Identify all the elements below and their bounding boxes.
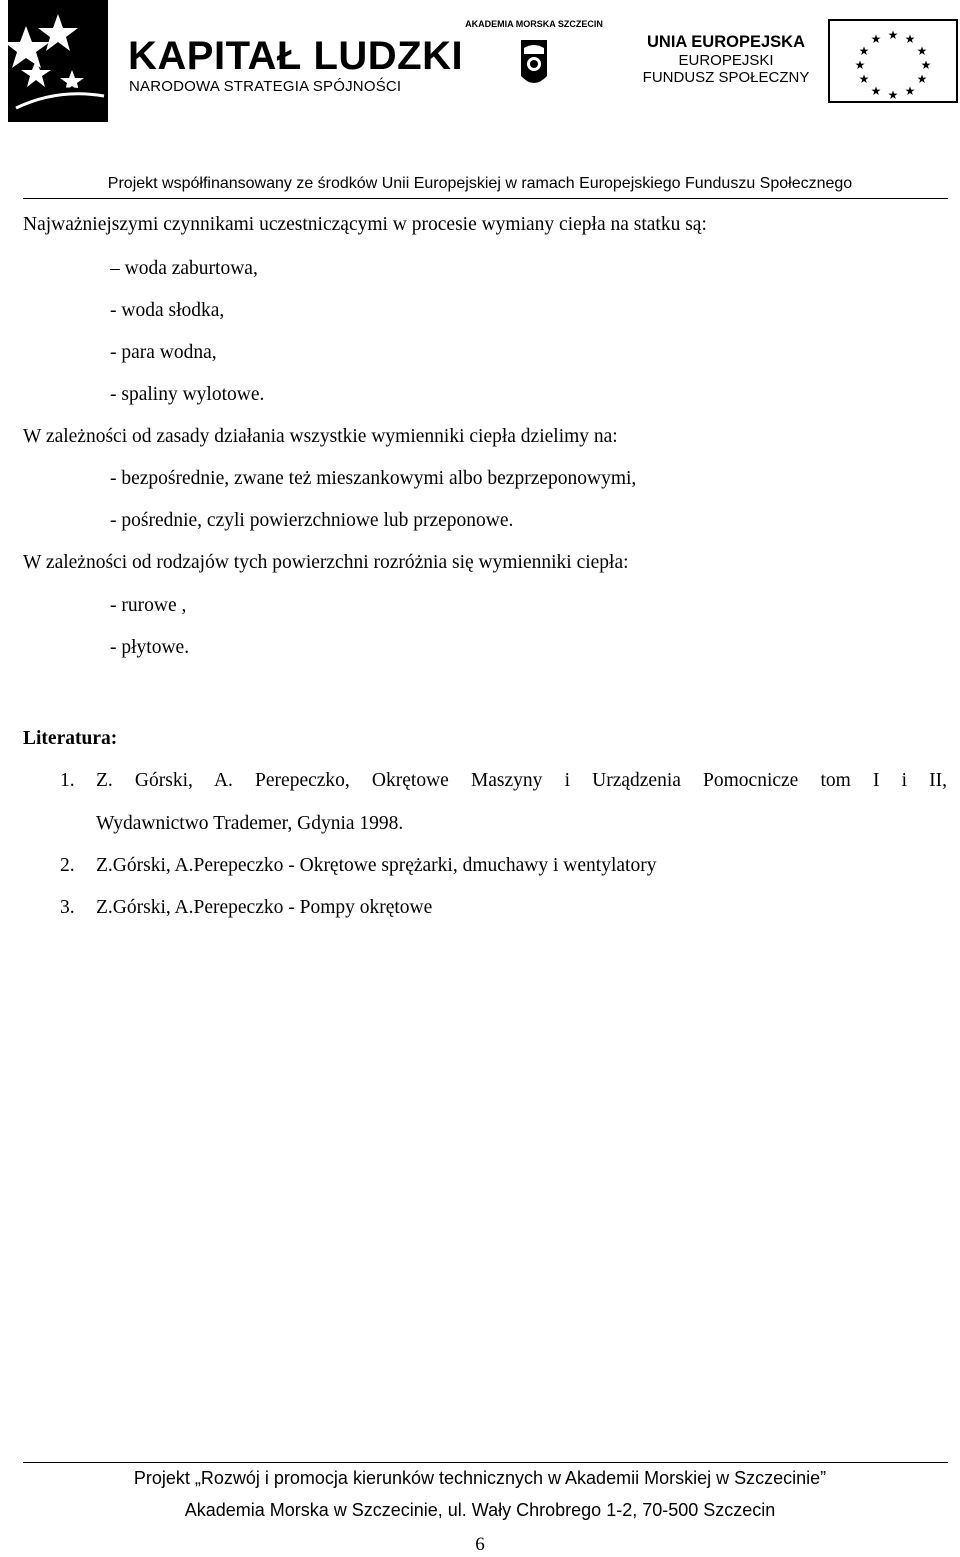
footer-divider — [23, 1462, 948, 1463]
reference-text: Z.Górski, A.Perepeczko - Okrętowe sprężarki, dmuchawy i wentylatory — [96, 855, 657, 876]
reference-number: 2. — [60, 855, 75, 876]
svg-text:★: ★ — [904, 32, 916, 46]
eu-flag — [828, 19, 958, 103]
reference-text-continued: Wydawnictwo Trademer, Gdynia 1998. — [96, 813, 404, 834]
svg-text:★: ★ — [916, 72, 928, 86]
akademia-morska-emblem-icon — [465, 18, 603, 110]
kapital-ludzki-title: KAPITAŁ LUDZKI — [128, 34, 464, 78]
kapital-ludzki-subtitle: NARODOWA STRATEGIA SPÓJNOŚCI — [129, 78, 402, 95]
list-item: - spaliny wylotowe. — [110, 384, 265, 405]
svg-text:★: ★ — [854, 58, 866, 72]
kapital-ludzki-emblem-icon — [8, 0, 118, 122]
paragraph-heat-exchange-factors: Najważniejszymi czynnikami uczestniczącymi w procesie wymiany ciepła na statku są: — [23, 214, 707, 235]
svg-text:★: ★ — [870, 32, 882, 46]
reference-text: Z. Górski, A. Perepeczko, Okrętowe Maszyny i Urządzenia Pomocnicze tom I i II, — [96, 770, 947, 791]
paragraph-surface-types: W zależności od rodzajów tych powierzchni rozróżnia się wymienniki ciepła: — [23, 552, 629, 573]
svg-text:★: ★ — [887, 28, 899, 42]
page-number: 6 — [475, 1534, 485, 1555]
footer-project-title: Projekt „Rozwój i promocja kierunków technicznych w Akademii Morskiej w Szczecinie” — [133, 1468, 827, 1488]
eu-subtitle-2: FUNDUSZ SPOŁECZNY — [642, 68, 810, 86]
list-item: – woda zaburtowa, — [110, 258, 258, 279]
eu-subtitle-1: EUROPEJSKI — [678, 51, 774, 69]
svg-text:★: ★ — [916, 44, 928, 58]
svg-text:★: ★ — [870, 84, 882, 98]
kapital-ludzki-logo — [8, 0, 464, 122]
paragraph-exchanger-types: W zależności od zasady działania wszystkie wymienniki ciepła dzielimy na: — [23, 426, 618, 447]
list-item: - płytowe. — [110, 637, 190, 658]
project-cofinancing-note: Projekt współfinansowany ze środków Unii Europejskiej w ramach Europejskiego Funduszu Społecznego — [107, 175, 853, 192]
reference-text: Z.Górski, A.Perepeczko - Pompy okrętowe — [96, 897, 433, 918]
literature-heading: Literatura: — [23, 728, 118, 749]
svg-text:★: ★ — [887, 88, 899, 102]
svg-text:★: ★ — [920, 58, 932, 72]
list-item: - pośrednie, czyli powierzchniowe lub przeponowe. — [110, 510, 514, 531]
reference-number: 1. — [60, 770, 75, 791]
akademia-morska-logo — [465, 18, 603, 110]
reference-number: 3. — [60, 897, 75, 918]
svg-text:★: ★ — [858, 44, 870, 58]
list-item: - rurowe , — [110, 595, 187, 616]
eu-title: UNIA EUROPEJSKA — [647, 33, 805, 51]
svg-text:★: ★ — [904, 84, 916, 98]
eu-flag-icon — [828, 19, 958, 103]
footer-address: Akademia Morska w Szczecinie, ul. Wały Chrobrego 1-2, 70-500 Szczecin — [184, 1500, 776, 1520]
header-divider — [23, 198, 948, 199]
svg-text:★: ★ — [858, 72, 870, 86]
list-item: - bezpośrednie, zwane też mieszankowymi albo bezprzeponowymi, — [110, 468, 637, 489]
eu-text-block — [636, 34, 816, 85]
list-item: - woda słodka, — [110, 300, 225, 321]
list-item: - para wodna, — [110, 342, 217, 363]
akademia-morska-text: AKADEMIA MORSKA SZCZECIN — [465, 19, 603, 29]
